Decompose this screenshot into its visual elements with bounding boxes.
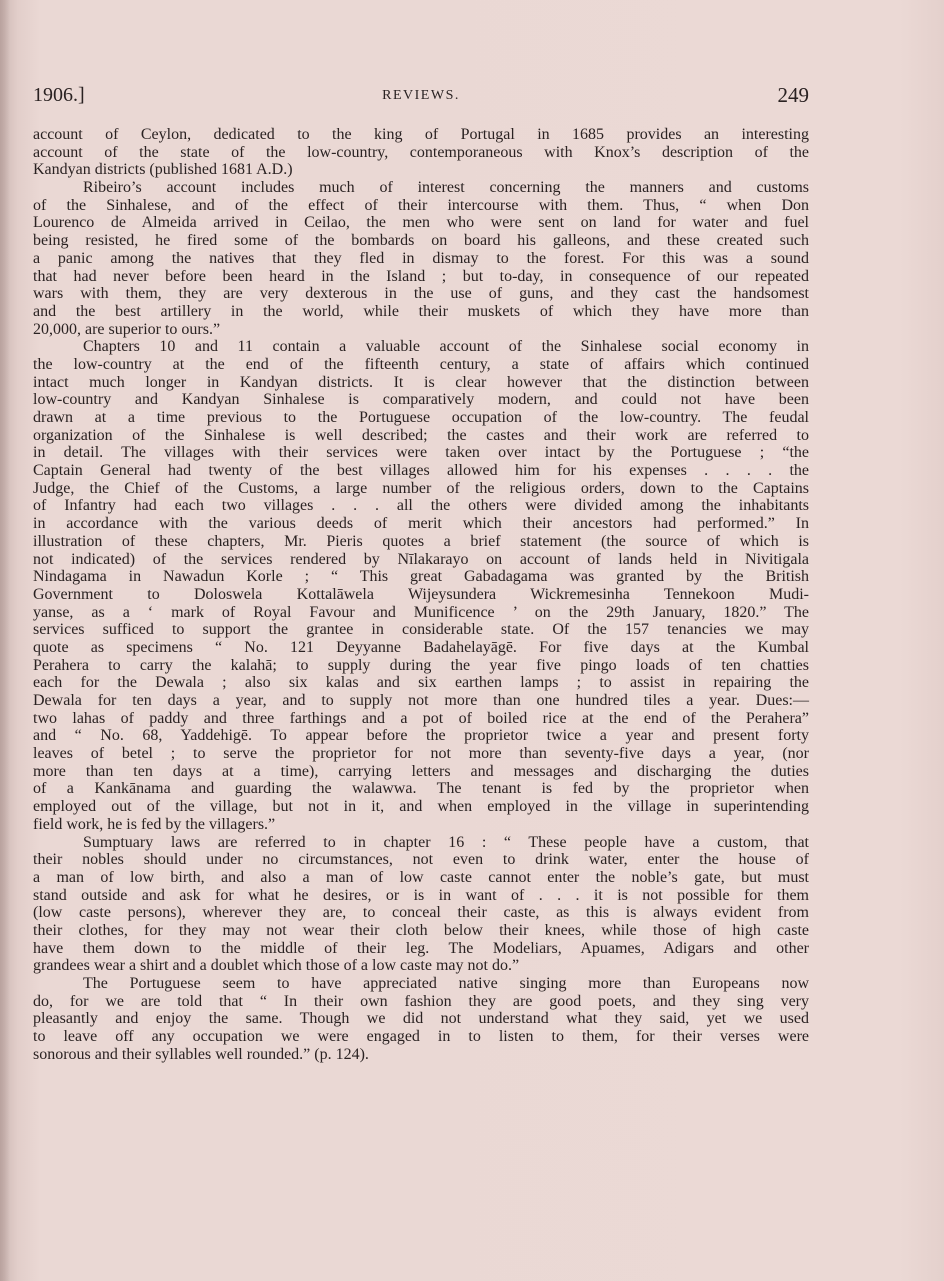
text-line: field work, he is fed by the villagers.”	[33, 815, 276, 833]
text-line: stand outside and ask for what he desires, or is in want of . . . it is not possible for them	[33, 886, 809, 904]
text-line: 20,000, are superior to ours.”	[33, 320, 221, 338]
text-line: two lahas of paddy and three farthings and a pot of boiled rice at the end of the Perahera”	[33, 709, 809, 727]
text-line: grandees wear a shirt and a doublet which those of a low caste may not do.”	[33, 957, 520, 975]
text-line: wars with them, they are very dexterous in the use of guns, and they cast the handsomest	[33, 285, 809, 303]
text-line: Judge, the Chief of the Customs, a large number of the religious orders, down to the Captains	[33, 479, 809, 497]
text-line: a man of low birth, and also a man of low caste cannot enter the noble’s gate, but must	[33, 868, 809, 886]
text-line: Dewala for ten days a year, and to supply not more than one hundred tiles a year. Dues:—	[33, 692, 809, 709]
text-line: do, for we are told that “ In their own fashion they are good poets, and they sing very	[33, 992, 809, 1010]
text-line: Captain General had twenty of the best villages allowed him for his expenses . . . . the	[33, 462, 809, 480]
text-line: their nobles should under no circumstances, not even to drink water, enter the house of	[33, 851, 809, 869]
text-line: being resisted, he fired some of the bombards on board his galleons, and these created such	[33, 232, 809, 250]
text-line: The Portuguese seem to have appreciated native singing more than Europeans now	[83, 975, 809, 992]
text-line: low-country and Kandyan Sinhalese is comparatively modern, and could not have been	[33, 391, 809, 409]
text-line: Perahera to carry the kalahā; to supply during the year five pingo loads of ten chatties	[33, 656, 809, 674]
text-line: pleasantly and enjoy the same. Though we did not understand what they said, yet we used	[33, 1010, 809, 1028]
text-line: not indicated) of the services rendered by Nīlakarayo on account of lands held in Nivitigala	[33, 550, 809, 568]
text-line: in detail. The villages with their services were taken over intact by the Portuguese ; “the	[33, 444, 809, 462]
text-line: Government to Doloswela Kottalāwela Wijeysundera Wickremesinha Tennekoon Mudi-	[33, 585, 809, 603]
text-line: yanse, as a ‘ mark of Royal Favour and Munificence ’ on the 29th January, 1820.” The	[33, 603, 809, 621]
text-line: to leave off any occupation we were engaged in to listen to them, for their verses were	[33, 1028, 809, 1046]
text-line: their clothes, for they may not wear their cloth below their knees, while those of high caste	[33, 921, 809, 939]
text-line: of the Sinhalese, and of the effect of their intercourse with them. Thus, “ when Don	[33, 196, 809, 214]
text-line: each for the Dewala ; also six kalas and six earthen lamps ; to assist in repairing the	[33, 674, 809, 692]
text-line: in accordance with the various deeds of merit which their ancestors had performed.” In	[33, 515, 809, 533]
running-head	[33, 84, 809, 112]
text-line: Sumptuary laws are referred to in chapter 16 : “ These people have a custom, that	[83, 833, 809, 851]
text-line: the low-country at the end of the fifteenth century, a state of affairs which continued	[33, 355, 809, 373]
running-head-title: REVIEWS.	[382, 88, 460, 103]
text-line: have them down to the middle of their leg. The Modeliars, Apuames, Adigars and other	[33, 939, 809, 957]
page-number: 249	[777, 83, 809, 107]
text-line: Nindagama in Nawadun Korle ; “ This great Gabadagama was granted by the British	[33, 568, 809, 586]
text-line: of a Kankānama and guarding the walawwa. The tenant is fed by the proprietor when	[33, 780, 809, 798]
text-line: Kandyan districts (published 1681 A.D.)	[33, 161, 293, 179]
text-line: of Infantry had each two villages . . . all the others were divided among the inhabitants	[33, 497, 809, 515]
text-line: and “ No. 68, Yaddehigē. To appear before the proprietor twice a year and present forty	[33, 727, 809, 745]
text-line: Ribeiro’s account includes much of interest concerning the manners and customs	[83, 179, 809, 197]
text-line: a panic among the natives that they fled in dismay to the forest. For this was a sound	[33, 249, 809, 267]
running-head-year: 1906.]	[33, 84, 85, 106]
text-line: leaves of betel ; to serve the proprietor for not more than seventy-five days a year, (nor	[33, 745, 809, 763]
binding-gutter-shadow	[0, 0, 10, 1281]
text-line: Lourenco de Almeida arrived in Ceilao, the men who were sent on land for water and fuel	[33, 214, 809, 232]
text-line: Chapters 10 and 11 contain a valuable account of the Sinhalese social economy in	[83, 338, 809, 356]
text-line: sonorous and their syllables well rounded.” (p. 124).	[33, 1045, 369, 1063]
text-line: intact much longer in Kandyan districts. It is clear however that the distinction between	[33, 373, 809, 391]
text-line: more than ten days at a time), carrying letters and messages and discharging the duties	[33, 762, 809, 780]
body-text	[33, 126, 809, 1063]
text-line: account of the state of the low-country, contemporaneous with Knox’s description of the	[33, 143, 809, 161]
text-line: quote as specimens “ No. 121 Deyyanne Badahelayāgē. For five days at the Kumbal	[33, 638, 809, 656]
text-line: services sufficed to support the grantee in considerable state. Of the 157 tenancies we may	[33, 621, 809, 639]
text-line: employed out of the village, but not in it, and when employed in the village in superintending	[33, 798, 809, 816]
text-line: (low caste persons), wherever they are, to conceal their caste, as this is always evident from	[33, 904, 809, 922]
text-line: and the best artillery in the world, while their muskets of which they have more than	[33, 302, 809, 320]
text-line: illustration of these chapters, Mr. Pieris quotes a brief statement (the source of which is	[33, 532, 809, 550]
text-line: drawn at a time previous to the Portuguese occupation of the low-country. The feudal	[33, 409, 809, 426]
text-line: that had never before been heard in the Island ; but to-day, in consequence of our repeated	[33, 267, 809, 285]
text-line: organization of the Sinhalese is well described; the castes and their work are referred to	[33, 426, 809, 444]
text-line: account of Ceylon, dedicated to the king of Portugal in 1685 provides an interesting	[33, 126, 809, 143]
